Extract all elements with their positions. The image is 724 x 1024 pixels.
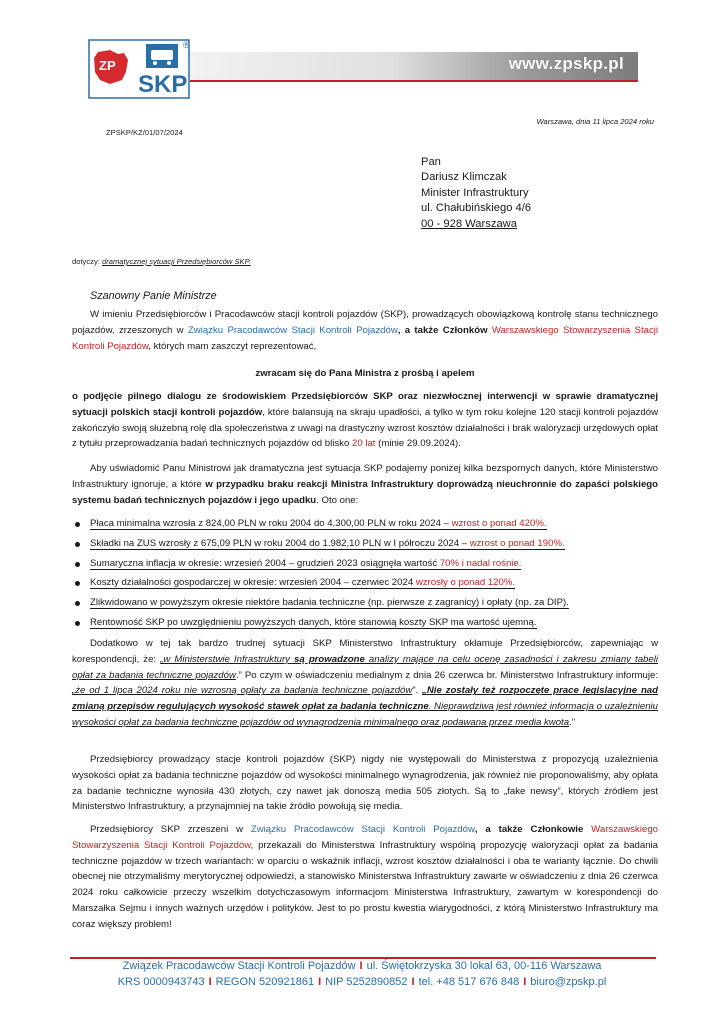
- list-item: Składki na ZUS wzrosły z 675,09 PLN w roku 2004 do 1.982,10 PLN w I półroczu 2024 – wzrost o ponad 190%.: [72, 534, 658, 554]
- paragraph-fake-news: Przedsiębiorcy prowadzący stacje kontroli pojazdów (SKP) nigdy nie występowali do Ministerstwa z propozycją uzależnienia wysokości opłat za badania techniczne pojazdów od wysokości minimalnego wynagrodzenia, jak również nie proponowaliśmy, aby opłata za badanie techniczne wynosiła 430 złotych, czy nawet jak donoszą media 505 złotych. Są to „fake newsy”, których źródłem jest Ministerstwo Infrastruktury, a przynajmniej na takie źródło powołują się media.: [72, 754, 658, 813]
- logo-skp-text: SKP: [138, 71, 188, 98]
- reference-number: ZPSKP/KZ/01/07/2024: [106, 128, 183, 137]
- paragraph-ministry-claims: Dodatkowo w tej tak bardzo trudnej sytuacji SKP Ministerstwo Infrastruktury okłamuje Przedsiębiorców, zapewniając w korespondencji, że: „w Ministerstwie Infrastruktury są prowadzone analizy mające na celu ocenę zasadności i zakresu zmiany tabeli opłat za badania techniczne pojazdów.” Po czym w oświadczeniu medialnym z dnia 26 czerwca br. Ministerstwo Infrastruktury informuje: „że od 1 lipca 2024 roku nie wzrosną opłaty za badania techniczne pojazdów”. „Nie zostały też rozpoczęte prace legislacyjne nad zmianą przepisów regulujących wysokość stawek opłat za badania techniczne. Nieprawdziwa jest również informacja o uzależnieniu wysokości opłat za badania techniczne pojazdów od wynagrodzenia minimalnego oraz podawana przez media kwota.”: [72, 638, 658, 728]
- bullet-icon: [75, 621, 80, 626]
- list-item: Zlikwidowano w powyższym okresie niektóre badania techniczne (np. pierwsze z zagranicy) i opłaty (np. za DIP).: [72, 593, 658, 613]
- org-link-zpskp: Związku Pracodawców Stacji Kontroli Pojazdów: [250, 824, 475, 835]
- years-highlight: 20 lat: [352, 438, 376, 450]
- regarding-subject: dramatycznej sytuacji Przedsiębiorców SKP.: [101, 257, 251, 266]
- footer-regon: REGON 520921861: [215, 976, 315, 988]
- footer-email[interactable]: biuro@zpskp.pl: [530, 976, 607, 988]
- bullet-icon: [75, 562, 80, 567]
- bullet-icon: [75, 522, 80, 527]
- addressee-block: [421, 155, 531, 232]
- footer-address-line: Związek Pracodawców Stacji Kontroli Pojazdów I ul. Świętokrzyska 30 lokal 63, 00-116 Warszawa: [122, 960, 602, 972]
- logo-zp-text: ZP: [99, 58, 116, 73]
- list-item: Koszty działalności gospodarczej w okresie: wrzesień 2004 – czerwiec 2024 wzrosły o ponad 120%.: [72, 573, 658, 593]
- appeal-line: zwracam się do Pana Ministra z prośbą i apelem: [255, 368, 475, 379]
- paragraph-appeal: o podjęcie pilnego dialogu ze środowiskiem Przedsiębiorców SKP oraz niezwłocznej interwencji w sprawie dramatycznej sytuacji polskich stacji kontroli pojazdów, które balansują na skraju upadłości, a tylko w tym roku kolejne 120 stacji kontroli pojazdów zakończyło swoją służebną rolę dla społeczeństwa z uwagi na drastyczny wzrost kosztów działalności i brak waloryzacji urzędowych opłat z tytułu przeprowadzania badań technicznych pojazdów od blisko 20 lat (minie 29.09.2024).: [72, 391, 658, 450]
- footer-address: ul. Świętokrzyska 30 lokal 63, 00-116 Warszawa: [366, 960, 602, 972]
- footer-nip: NIP 5252890852: [325, 976, 408, 988]
- list-item: Płaca minimalna wzrosła z 824,00 PLN w roku 2004 do 4.300,00 PLN w roku 2024 – wzrost o ponad 420%.: [72, 514, 658, 534]
- org-link-zpskp: Związku Pracodawców Stacji Kontroli Pojazdów: [187, 324, 398, 336]
- logo-registered-mark: ®: [183, 40, 190, 50]
- org-link-wsskp: Warszawskiego Stowarzyszenia Stacji Kontroli Pojazdów: [72, 324, 659, 352]
- footer-registry-line: KRS 0000943743 I REGON 520921861 I NIP 5252890852 I tel. +48 517 676 848 I biuro@zpskp.pl: [117, 976, 607, 988]
- regarding-label: dotyczy:: [72, 257, 102, 266]
- addressee-name: Dariusz Klimczak: [421, 171, 507, 184]
- header-divider: [190, 80, 638, 82]
- zpskp-logo: [88, 38, 198, 100]
- paragraph-facts-intro: Aby uświadomić Panu Ministrowi jak dramatyczna jest sytuacja SKP podajemy poniżej kilka bezspornych danych, które Ministerstwo Infrastruktury ignoruje, a które w przypadku braku reakcji Ministra Infrastruktury doprowadzą nieuchronnie do zapaści polskiego systemu badań technicznych pojazdów i jego upadku. Oto one:: [72, 463, 658, 506]
- paragraph-intro: W imieniu Przedsiębiorców i Pracodawców stacji kontroli pojazdów (SKP), prowadzących obowiązkową kontrolę stanu technicznego pojazdów, zrzeszonych w Związku Pracodawców Stacji Kontroli Pojazdów, a także Członków Warszawskiego Stowarzyszenia Stacji Kontroli Pojazdów, których mam zaszczyt reprezentować,: [72, 309, 659, 352]
- addressee-salutation: Pan: [421, 156, 441, 168]
- website-url[interactable]: www.zpskp.pl: [508, 54, 624, 73]
- footer-org: Związek Pracodawców Stacji Kontroli Pojazdów: [122, 960, 356, 972]
- bullet-icon: [75, 601, 80, 606]
- bullet-icon: [75, 542, 80, 547]
- addressee-street: ul. Chałubińskiego 4/6: [421, 202, 532, 215]
- addressee-title: Minister Infrastruktury: [421, 186, 529, 199]
- footer-krs: KRS 0000943743: [117, 976, 205, 988]
- facts-list: [72, 514, 658, 633]
- list-item: Rentowność SKP po uwzględnieniu powyższych danych, które stanowią koszty SKP ma wartość ujemną.: [72, 613, 658, 633]
- letter-date: Warszawa, dnia 11 lipca 2024 roku: [536, 117, 654, 126]
- salutation: Szanowny Panie Ministrze: [90, 290, 217, 302]
- list-item: Sumaryczna inflacja w okresie: wrzesień 2004 – grudzień 2023 osiągnęła wartość 70% i nadal rośnie.: [72, 554, 658, 574]
- bullet-icon: [75, 581, 80, 586]
- footer-divider: [70, 957, 656, 959]
- footer-phone[interactable]: tel. +48 517 676 848: [418, 976, 520, 988]
- addressee-city: 00 - 928 Warszawa: [421, 217, 517, 230]
- regarding-line: [72, 257, 251, 266]
- org-link-wsskp: Warszawskiego Stowarzyszenia Stacji Kontroli Pojazdów: [72, 824, 658, 851]
- paragraph-proposal: Przedsiębiorcy SKP zrzeszeni w Związku Pracodawców Stacji Kontroli Pojazdów, a także Członkowie Warszawskiego Stowarzyszenia Stacji Kontroli Pojazdów, przekazali do Ministerstwa Infrastruktury wspólną propozycję waloryzacji opłat za badania techniczne pojazdów w trzech wariantach: w oparciu o wskaźnik inflacji, wzrost kosztów działalności i oba te warianty łącznie. Do chwili obecnej nie otrzymaliśmy merytorycznej odpowiedzi, a stanowisko Ministerstwa Infrastruktury zawarte w oświadczeniu z dnia 26 czerwca 2024 roku całkowicie przeczy wszelkim dotychczasowym informacjom Ministerstwa Infrastruktury, zawartym w korespondencji do Marszałka Sejmu i innych ważnych urzędów i polityków. Jest to po prostu kwestia wiarygodności, z którą Ministerstwo Infrastruktury ma coraz większy problem!: [72, 824, 658, 930]
